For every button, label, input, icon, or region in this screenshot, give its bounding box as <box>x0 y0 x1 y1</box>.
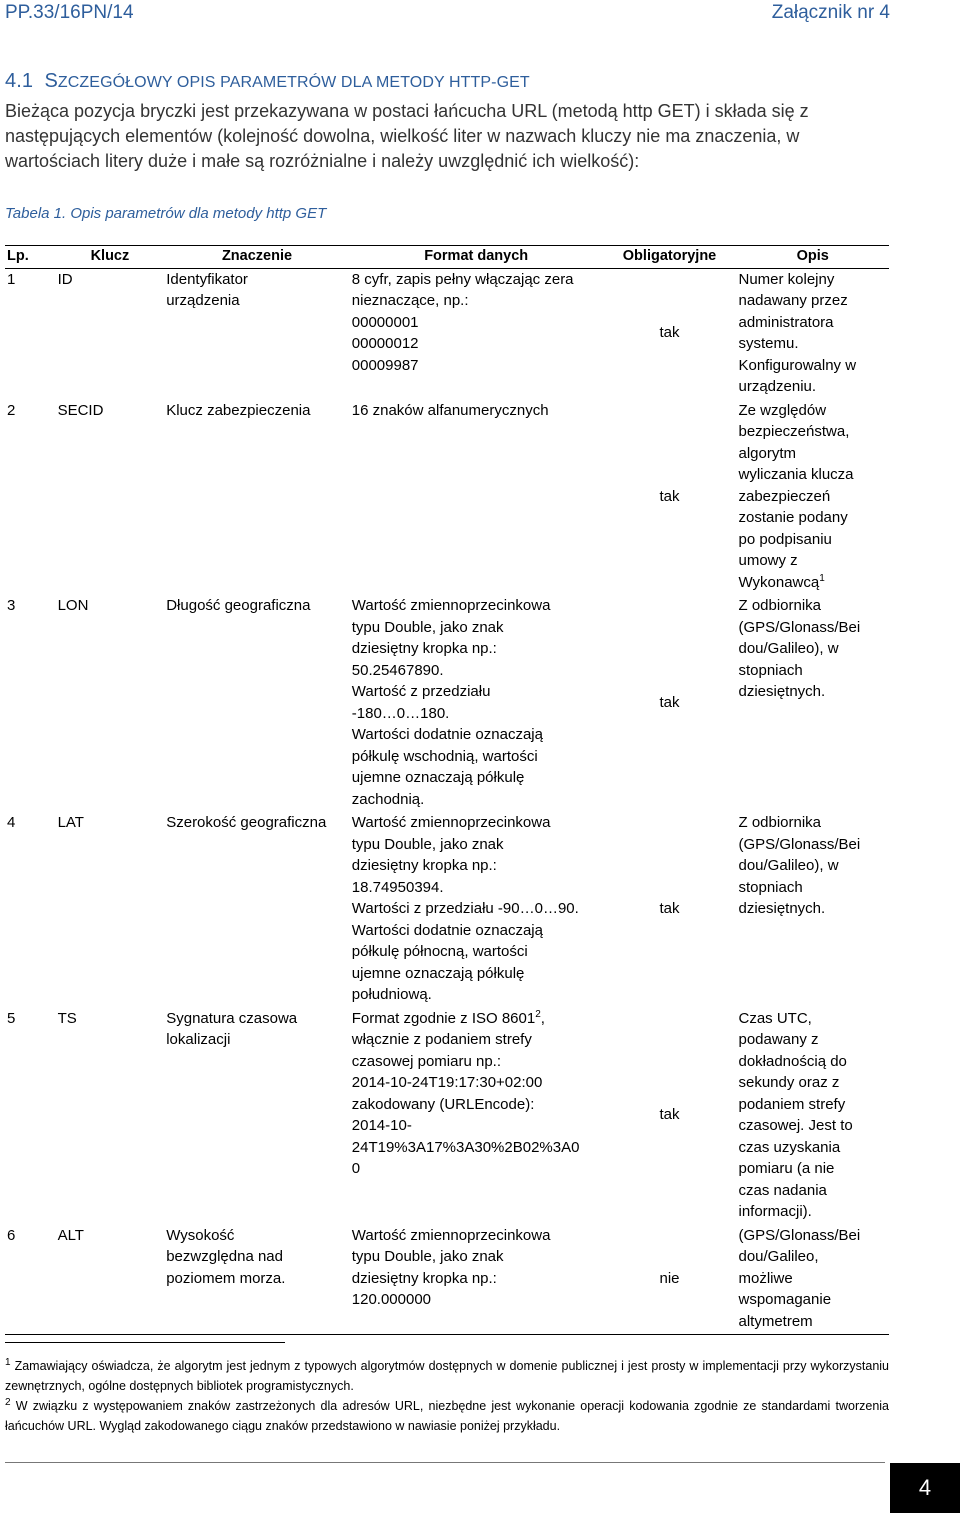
header-obligatoryjne: Obligatoryjne <box>603 246 737 269</box>
cell-obligatoryjne: tak <box>659 900 680 917</box>
section-title-initial: S <box>44 70 58 92</box>
cell-opis <box>736 400 889 596</box>
intro-paragraph: Bieżąca pozycja bryczki jest przekazywana w postaci łańcucha URL (metodą http GET) i składa się z następujących elementów (kolejność dowolna, wielkość liter w nazwach kluczy nie ma znaczenia, w wartościach litery duże i małe są rozróżnialne i należy uwzględnić ich wielkość): <box>5 101 809 171</box>
header-lp: Lp. <box>5 246 56 269</box>
cell-klucz: SECID <box>57 401 104 419</box>
cell-opis: Czas UTC, podawany z dokładnością do sekundy oraz z podaniem strefy czasowej. Jest to czas uzyskania pomiaru (a nie czas nadania informacji). <box>738 1009 853 1220</box>
cell-format: Wartość zmiennoprzecinkowa typu Double, jako znak dziesiętny kropka np.: 50.25467890. Wartość z przedziału -180…0…180. Wartości dodatnie oznaczają półkulę wschodnią, wartości ujemne oznaczają półkulę zachodnią. <box>351 597 551 808</box>
table-row <box>5 812 889 1008</box>
cell-znaczenie: Wysokość bezwzględna nad poziomem morza. <box>164 1225 350 1335</box>
cell-znaczenie: Szerokość geograficzna <box>166 814 327 831</box>
cell-klucz: LAT <box>57 814 84 831</box>
table-caption: Tabela 1. Opis parametrów dla metody http GET <box>5 205 327 222</box>
cell-format <box>350 1008 603 1225</box>
cell-obligatoryjne: tak <box>659 1106 680 1124</box>
footer-divider <box>5 1462 885 1463</box>
cell-format: Wartość zmiennoprzecinkowa typu Double, jako znak dziesiętny kropka np.: 18.74950394. Wartości z przedziału -90…0…90. Wartości dodatnie oznaczają półkulę północną, wartości ujemne oznaczają półkulę południową. <box>351 814 579 1003</box>
table-row <box>5 1008 889 1225</box>
table-header-row <box>5 246 889 269</box>
footnote-text: Zamawiający oświadcza, że algorytm jest jednym z typowych algorytmów dostępnych w domenie publicznej i jest prosty w implementacji przy wykorzystaniu zewnętrznych, ogólne dostępnych bibliotek programistycznych. <box>5 1359 889 1393</box>
section-heading <box>5 70 530 93</box>
section-title-rest: ZCZEGÓŁOWY OPIS PARAMETRÓW DLA METODY HTTP-GET <box>57 74 530 91</box>
document-id: PP.33/16PN/14 <box>5 2 134 23</box>
footnote-ref-1: 1 <box>819 572 825 584</box>
cell-opis: Numer kolejny nadawany przez administratora systemu. Konfigurowalny w urządzeniu. <box>738 270 857 395</box>
cell-lp: 3 <box>7 597 16 614</box>
cell-format-text: Format zgodnie z ISO 8601 <box>351 1009 536 1027</box>
cell-format: 8 cyfr, zapis pełny włączając zera nieznaczące, np.: 00000001 00000012 00009987 <box>351 270 574 374</box>
cell-opis: Z odbiornika (GPS/Glonass/Bei dou/Galileo), w stopniach dziesiętnych. <box>738 814 861 917</box>
header-opis: Opis <box>736 246 889 269</box>
page-number: 4 <box>890 1463 960 1513</box>
cell-znaczenie: Klucz zabezpieczenia <box>166 401 311 419</box>
footnote-1 <box>5 1356 889 1396</box>
table-row <box>5 595 889 812</box>
cell-znaczenie: Długość geograficzna <box>166 597 311 614</box>
cell-lp: 2 <box>7 401 16 419</box>
cell-opis-text: Ze względów bezpieczeństwa, algorytm wyliczania klucza zabezpieczeń zostanie podany po podpisaniu umowy z Wykonawcą <box>738 401 854 591</box>
header-format: Format danych <box>350 246 603 269</box>
cell-klucz: LON <box>57 597 89 614</box>
cell-format-text-cont: , włącznie z podaniem strefy czasowej pomiaru np.: 2014-10-24T19:17:30+02:00 zakodowany (URLEncode): 2014-10- 24T19%3A17%3A30%2B02%3A0 0 <box>351 1009 580 1177</box>
cell-znaczenie: Identyfikator urządzenia <box>166 270 248 309</box>
footnote-text: W związku z występowaniem znaków zastrzeżonych dla adresów URL, niezbędne jest wykonanie operacji kodowania zgodnie ze standardami tworzenia łańcuchów URL. Wygląd zakodowanego ciągu znaków przedstawiono w nawiasie poniżej przykładu. <box>5 1399 889 1433</box>
footnote-separator <box>5 1342 285 1343</box>
cell-lp: 6 <box>5 1225 56 1335</box>
cell-obligatoryjne: tak <box>659 693 680 711</box>
attachment-label: Załącznik nr 4 <box>771 2 890 23</box>
footnotes <box>5 1356 889 1436</box>
footnote-mark: 1 <box>5 1356 11 1368</box>
footnote-2 <box>5 1396 889 1436</box>
cell-obligatoryjne: tak <box>659 487 680 505</box>
table-row <box>5 268 889 400</box>
cell-obligatoryjne: nie <box>603 1225 737 1335</box>
cell-lp: 5 <box>7 1009 16 1027</box>
cell-klucz: TS <box>57 1009 77 1027</box>
section-number: 4.1 <box>5 70 34 92</box>
cell-lp: 1 <box>7 270 16 288</box>
header-znaczenie: Znaczenie <box>164 246 350 269</box>
cell-format: 16 znaków alfanumerycznych <box>351 401 549 419</box>
header-klucz: Klucz <box>56 246 165 269</box>
cell-format: Wartość zmiennoprzecinkowa typu Double, jako znak dziesiętny kropka np.: 120.000000 <box>350 1225 603 1335</box>
cell-opis: (GPS/Glonass/Bei dou/Galileo, możliwe wspomaganie altymetrem <box>736 1225 889 1335</box>
cell-opis: Z odbiornika (GPS/Glonass/Bei dou/Galileo), w stopniach dziesiętnych. <box>738 597 861 700</box>
table-row <box>5 400 889 596</box>
cell-klucz: ALT <box>56 1225 165 1335</box>
cell-znaczenie: Sygnatura czasowa lokalizacji <box>166 1009 298 1048</box>
table-row <box>5 1225 889 1335</box>
cell-klucz: ID <box>57 270 73 288</box>
footnote-ref-2: 2 <box>535 1008 541 1020</box>
cell-lp: 4 <box>7 814 16 831</box>
cell-obligatoryjne: tak <box>659 324 680 342</box>
parameters-table <box>5 245 889 1335</box>
footnote-mark: 2 <box>5 1396 11 1408</box>
